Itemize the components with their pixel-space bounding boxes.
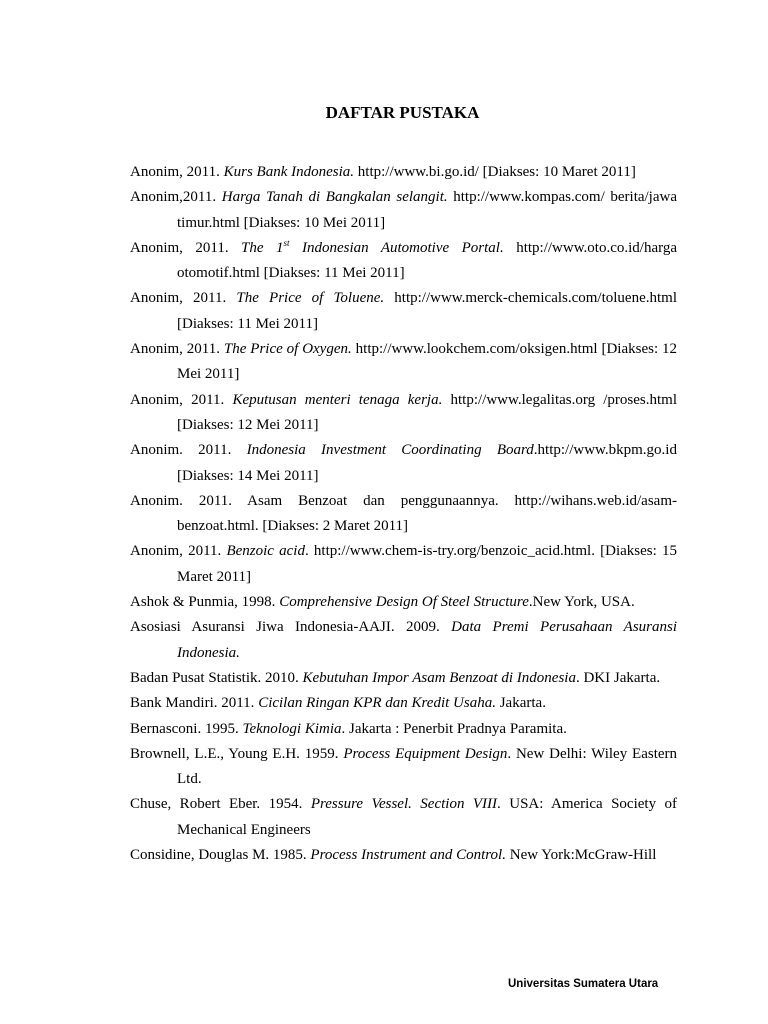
reference-author: Asosiasi Asuransi Jiwa Indonesia-AAJI. 2009.: [130, 619, 440, 636]
reference-author: Anonim, 2011.: [130, 391, 225, 408]
reference-source: http://www.legalitas.org /proses.html [Diakses: 12 Mei 2011]: [177, 391, 677, 433]
reference-author: Bernasconi. 1995.: [130, 720, 239, 737]
page-title: DAFTAR PUSTAKA: [325, 103, 480, 122]
reference-author: Anonim, 2011.: [130, 341, 220, 358]
reference-title: The Price of Oxygen.: [223, 341, 352, 358]
reference-title: Kurs Bank Indonesia.: [223, 164, 355, 180]
reference-author: Bank Mandiri. 2011.: [130, 695, 255, 712]
reference-title: Process Equipment Design: [343, 745, 508, 762]
reference-title: Comprehensive Design Of Steel Structure: [279, 594, 529, 611]
reference-item: [130, 717, 677, 742]
reference-title: Data Premi Perusahaan Asuransi Indonesia.: [177, 619, 678, 661]
reference-item: [130, 792, 677, 843]
reference-author: Anonim, 2011.: [130, 239, 229, 256]
reference-item: [130, 666, 677, 691]
reference-title: Benzoic acid: [226, 543, 305, 560]
reference-title: The 1st Indonesian Automotive Portal.: [241, 237, 504, 256]
reference-item: [130, 590, 677, 615]
reference-author: Ashok & Punmia, 1998.: [130, 594, 276, 611]
reference-item: [130, 539, 677, 590]
reference-author: Anonim, 2011.: [130, 290, 227, 307]
reference-item: [130, 615, 677, 666]
reference-title: Keputusan menteri tenaga kerja.: [232, 391, 443, 408]
reference-author: Considine, Douglas M. 1985.: [130, 847, 307, 864]
reference-source: .http://www.bkpm.go.id [Diakses: 14 Mei 2011]: [177, 442, 677, 484]
reference-source: . Jakarta : Penerbit Pradnya Paramita.: [341, 720, 567, 737]
reference-item: [130, 388, 677, 439]
reference-item: [130, 489, 677, 540]
reference-title: Harga Tanah di Bangkalan selangit.: [221, 189, 448, 206]
reference-author: Anonim,2011.: [130, 189, 217, 206]
reference-author: Badan Pusat Statistik. 2010.: [130, 669, 299, 686]
reference-source: .New York, USA.: [528, 594, 635, 611]
reference-source: New York:McGraw-Hill: [509, 847, 657, 864]
reference-source: http://www.kompas.com/ berita/jawa timur.html [Diakses: 10 Mei 2011]: [177, 189, 677, 231]
reference-title: Cicilan Ringan KPR dan Kredit Usaha.: [258, 695, 496, 712]
reference-author: Anonim. 2011.: [130, 442, 232, 459]
reference-author: Anonim. 2011.: [130, 492, 233, 509]
reference-item: [130, 236, 677, 287]
reference-source: http://www.lookchem.com/oksigen.html [Diakses: 12 Mei 2011]: [177, 341, 677, 383]
reference-author: Chuse, Robert Eber. 1954.: [130, 796, 303, 813]
reference-title: Pressure Vessel. Section VIII: [310, 796, 498, 813]
reference-source: http://www.oto.co.id/harga otomotif.html [Diakses: 11 Mei 2011]: [177, 239, 677, 282]
reference-source: . DKI Jakarta.: [575, 669, 661, 686]
reference-author: Brownell, L.E., Young E.H. 1959.: [130, 745, 339, 762]
reference-item: [130, 691, 677, 716]
reference-source: . USA: America Society of Mechanical Engineers: [177, 796, 678, 838]
reference-title: Kebutuhan Impor Asam Benzoat di Indonesia: [302, 669, 576, 686]
reference-source: Jakarta.: [499, 695, 546, 712]
reference-item: [130, 742, 677, 793]
reference-item: [130, 185, 677, 236]
reference-author: Anonim, 2011.: [130, 164, 220, 180]
reference-title: Teknologi Kimia: [242, 720, 342, 737]
superscript-st: st: [283, 237, 290, 248]
reference-item: [130, 438, 677, 489]
reference-item: [130, 286, 677, 337]
reference-list: [130, 160, 677, 868]
reference-source: . http://www.chem-is-try.org/benzoic_acid.html. [Diakses: 15 Maret 2011]: [177, 543, 677, 585]
reference-source: . New Delhi: Wiley Eastern Ltd.: [177, 745, 678, 788]
reference-title: Process Instrument and Control.: [310, 847, 506, 864]
reference-source: Asam Benzoat dan penggunaannya. http://wihans.web.id/asam-benzoat.html. [Diakses: 2 Maret 2011]: [177, 492, 677, 535]
reference-source: http://www.merck-chemicals.com/toluene.html [Diakses: 11 Mei 2011]: [177, 290, 677, 332]
reference-title: Indonesia Investment Coordinating Board: [246, 442, 534, 459]
reference-item: [130, 160, 677, 185]
reference-item: [130, 337, 677, 388]
institution-footer: Universitas Sumatera Utara: [508, 978, 659, 990]
reference-title: The Price of Toluene.: [236, 290, 385, 307]
reference-source: http://www.bi.go.id/ [Diakses: 10 Maret 2011]: [357, 164, 636, 180]
reference-author: Anonim, 2011.: [130, 543, 222, 560]
reference-item: [130, 843, 677, 868]
